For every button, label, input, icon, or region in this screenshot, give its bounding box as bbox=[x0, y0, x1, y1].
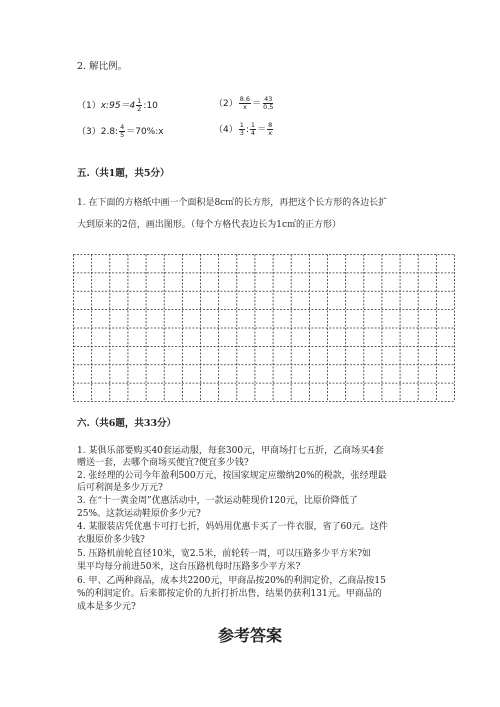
question-line: 5. 压路机前轮直径10米，宽2.5米，前轮转一周，可以压路多少平方米?如 bbox=[77, 549, 372, 559]
fraction-numerator: 43 bbox=[264, 95, 273, 103]
equation-1-number: （1） bbox=[77, 101, 101, 111]
equation-3 bbox=[77, 124, 164, 139]
question-line: 3. 在“十一黄金周”优惠活动中，一款运动鞋现价120元，比原价降低了 bbox=[77, 496, 358, 506]
equation-1 bbox=[77, 98, 158, 113]
fraction-denominator: 2 bbox=[137, 105, 142, 113]
equation-4-fraction-c bbox=[267, 122, 273, 137]
equation-3-fraction bbox=[119, 124, 125, 139]
equation-4 bbox=[214, 122, 274, 137]
question-line: 6. 甲、乙两种商品，成本共2200元，甲商品按20%的利润定价，乙商品按15 bbox=[77, 576, 386, 586]
answer-key-title: 参考答案 bbox=[218, 626, 283, 645]
question-line: 果平均每分前进50米，这台压路机每时压路多少平方米? bbox=[77, 562, 301, 572]
equation-1-lhs: x:95＝4 bbox=[100, 101, 136, 111]
fraction-numerator: 1 bbox=[137, 97, 142, 105]
equation-2-fraction-right bbox=[262, 96, 274, 111]
question-line: 1. 某俱乐部要购买40套运动服，每套300元，甲商场打七五折，乙商场买4套 bbox=[77, 446, 384, 456]
question-line: 衣服原价多少钱? bbox=[77, 535, 145, 545]
question-line: 后可利润是多少万元? bbox=[77, 483, 163, 493]
question-line: %的利润定价。后来都按定价的九折打折出售，结果仍获利131元。甲商品的 bbox=[77, 589, 382, 599]
section-solve-title: 2. 解比例。 bbox=[77, 61, 128, 72]
fraction-numerator: 4 bbox=[120, 123, 125, 131]
section-6-title: 六.（共6题，共33分） bbox=[77, 418, 177, 429]
equation-4-fraction-a bbox=[239, 122, 245, 137]
equation-2 bbox=[214, 96, 275, 111]
equation-3-number: （3） bbox=[77, 127, 101, 137]
fraction-denominator: x bbox=[242, 103, 247, 111]
fraction-denominator: x bbox=[268, 129, 273, 137]
question-line: 4. 某服装店凭优惠卡可打七折，妈妈用优惠卡买了一件衣服，省了60元。这件 bbox=[77, 522, 388, 532]
section-5-title: 五.（共1题，共5分） bbox=[77, 168, 170, 179]
equation-4-fraction-b bbox=[250, 122, 256, 137]
section-5-question-line-1: 1. 在下面的方格纸中画一个面积是8c㎡的长方形，再把这个长方形的各边长扩 bbox=[77, 198, 388, 208]
equation-4-number: （4） bbox=[214, 125, 238, 135]
fraction-numerator: 1 bbox=[239, 121, 244, 129]
graph-paper-grid[interactable] bbox=[73, 254, 455, 402]
equation-4-ratio-sign: : bbox=[245, 125, 249, 135]
fraction-denominator: 5 bbox=[120, 131, 125, 139]
fraction-numerator: 8.6 bbox=[239, 95, 251, 103]
equation-2-number: （2） bbox=[214, 99, 238, 109]
equation-3-lhs: 2.8: bbox=[100, 127, 119, 137]
equation-3-rhs: ＝70%:x bbox=[126, 127, 164, 137]
fraction-numerator: 8 bbox=[268, 121, 273, 129]
equation-2-fraction-left bbox=[239, 96, 251, 111]
question-line: 成本是多少元? bbox=[77, 602, 136, 612]
question-line: 2. 张经理的公司今年盈利500万元，按国家规定应缴纳20%的税款，张经理最 bbox=[77, 471, 387, 481]
equation-4-equals: ＝ bbox=[257, 125, 267, 135]
fraction-numerator: 1 bbox=[250, 121, 256, 129]
question-line: 25%。这款运动鞋原价多少元? bbox=[77, 509, 201, 519]
equation-2-equals: ＝ bbox=[252, 99, 262, 109]
fraction-denominator: 0.5 bbox=[263, 103, 274, 111]
equation-1-rhs: :10 bbox=[143, 101, 158, 111]
equation-1-fraction bbox=[136, 98, 142, 113]
fraction-denominator: 4 bbox=[250, 129, 256, 137]
section-5-question-line-2: 大到原来的2倍，画出图形。（每个方格代表边长为1c㎡的正方形） bbox=[77, 220, 341, 230]
fraction-denominator: 3 bbox=[239, 129, 244, 137]
question-line: 赠送一套，去哪个商场买便宜?便宜多少钱? bbox=[77, 458, 249, 468]
